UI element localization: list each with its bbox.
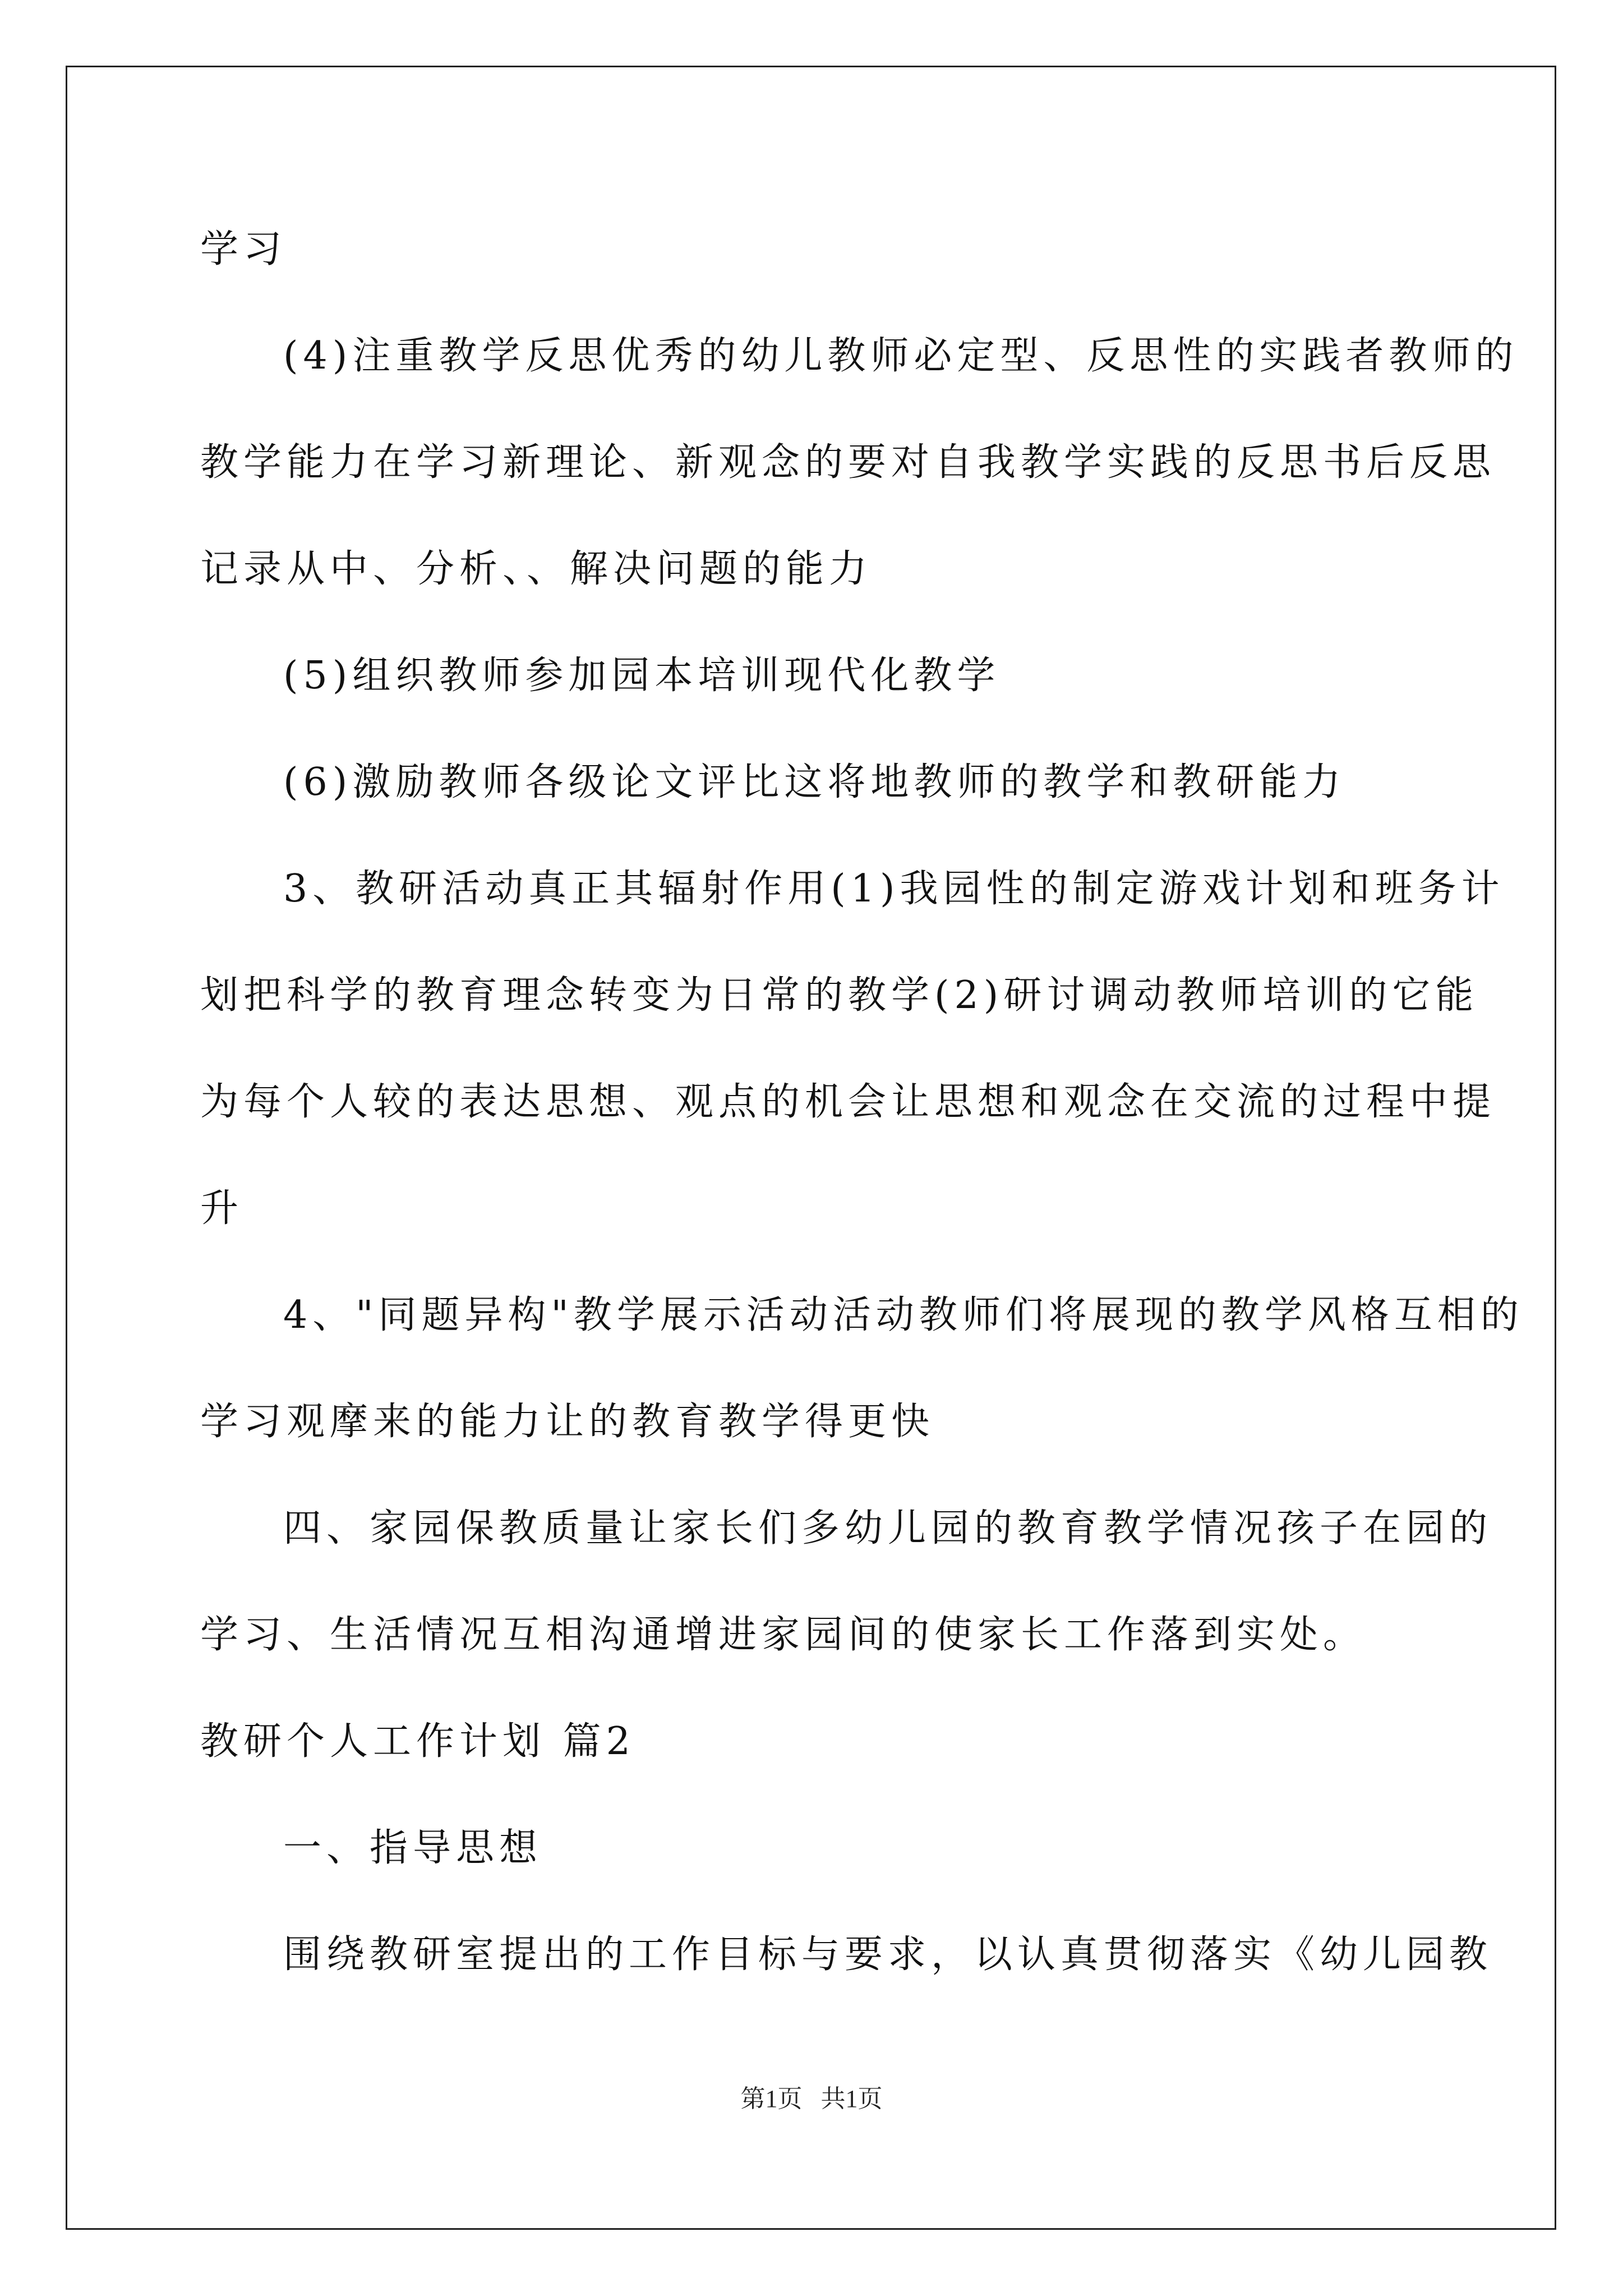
text-line-10: 升: [200, 1186, 244, 1231]
text-line-7: 3、教研活动真正其辐射作用(1)我园性的制定游戏计划和班务计: [283, 867, 1505, 911]
text-line-4: 记录从中、分析、、解决问题的能力: [200, 547, 873, 591]
text-line-3: 教学能力在学习新理论、新观念的要对自我教学实践的反思书后反思: [200, 440, 1496, 485]
text-line-17: 围绕教研室提出的工作目标与要求，以认真贯彻落实《幼儿园教: [283, 1932, 1493, 1977]
text-line-12: 学习观摩来的能力让的教育教学得更快: [200, 1400, 935, 1444]
page-border: [66, 66, 1556, 2230]
text-line-13: 四、家园保教质量让家长们多幼儿园的教育教学情况孩子在园的: [283, 1506, 1493, 1550]
text-line-14: 学习、生活情况互相沟通增进家园间的使家长工作落到实处。: [200, 1613, 1367, 1657]
text-line-5: (5)组织教师参加园本培训现代化教学: [283, 654, 1000, 698]
text-line-1: 学习: [200, 227, 287, 272]
section-heading: 教研个人工作计划 篇2: [200, 1719, 635, 1764]
text-line-11: 4、"同题异构"教学展示活动活动教师们将展现的教学风格互相的: [283, 1293, 1524, 1337]
page-footer: 第1页 共1页: [740, 2085, 883, 2113]
text-line-8: 划把科学的教育理念转变为日常的教学(2)研讨调动教师培训的它能: [200, 973, 1479, 1018]
subsection-heading: 一、指导思想: [283, 1826, 543, 1870]
text-line-2: (4)注重教学反思优秀的幼儿教师必定型、反思性的实践者教师的: [283, 334, 1519, 378]
text-line-6: (6)激励教师各级论文评比这将地教师的教学和教研能力: [283, 760, 1346, 804]
text-line-9: 为每个人较的表达思想、观点的机会让思想和观念在交流的过程中提: [200, 1080, 1496, 1124]
